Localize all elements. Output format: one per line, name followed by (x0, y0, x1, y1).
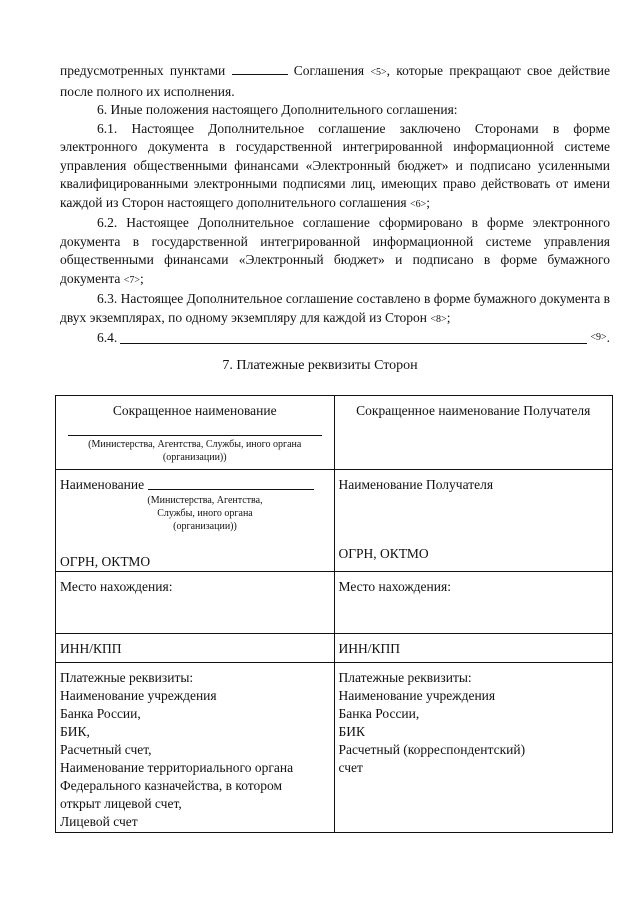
location-label: Место нахождения: (334, 572, 613, 634)
inn-label: ИНН/КПП (56, 634, 335, 663)
left-header-cell (56, 396, 335, 470)
paragraph-clauses-end (60, 62, 610, 101)
footnote-ref: <9> (590, 332, 607, 343)
payment-line: Расчетный счет, (60, 742, 152, 757)
right-header-cell (334, 396, 613, 470)
footnote-ref: <7> (123, 274, 141, 286)
agreement-text (60, 62, 610, 348)
paragraph-6-4 (97, 329, 610, 348)
blank-line (148, 488, 313, 490)
table-row (56, 634, 613, 663)
right-name-cell (334, 470, 613, 572)
blank-line (232, 73, 288, 75)
name-line (60, 476, 330, 494)
payment-line: Платежные реквизиты: (338, 670, 472, 685)
paragraph-6: 6. Иные положения настоящего Дополнительного соглашения: (97, 102, 458, 117)
period: . (606, 330, 610, 345)
paragraph-6-3: 6.3. Настоящее Дополнительное соглашение составлено в форме бумажного документа в двух экземплярах, по одному экземпляру для каждой из Сторон <8>; (60, 291, 610, 325)
payment-line: Банка России, (60, 706, 141, 721)
table-row (56, 663, 613, 833)
payment-line: Федерального казначейства, в котором (60, 778, 283, 793)
blank-line (68, 434, 322, 436)
section-title: 7. Платежные реквизиты Сторон (222, 358, 418, 373)
name-note: (Министерства, Агентства, Службы, иного органа (организации)) (147, 495, 263, 532)
right-name-label: Наименование Получателя (338, 477, 494, 492)
text-fragment: 6.2. Настоящее Дополнительное соглашение сформировано в форме электронного документа в государственной интегрированной информационной системе управления общественными финансами «Электронный бюджет» и подписано в форме бумажного документа (60, 215, 610, 286)
table-row (56, 470, 613, 572)
text-fragment: Соглашения (293, 63, 365, 78)
payment-line: Платежные реквизиты: (60, 670, 194, 685)
footnote-ref: <5> (370, 67, 387, 78)
name-label: Наименование (60, 477, 145, 492)
left-header-note: (Министерства, Агентства, Службы, иного органа (организации)) (88, 439, 302, 463)
payment-line: Лицевой счет (60, 814, 138, 829)
paragraph-6-1: 6.1. Настоящее Дополнительное соглашение заключено Сторонами в форме электронного документа в государственной интегрированной информационной системе управления общественными финансами «Электронный бюджет» и подписано усиленными квалифицированными электронными подписями лиц, имеющих право действовать от имени каждой из Сторон настоящего дополнительного соглашения <6>; (60, 120, 610, 210)
left-header-text: Сокращенное наименование (112, 403, 277, 418)
payment-line: счет (338, 760, 363, 775)
payment-line: Наименование учреждения (338, 688, 496, 703)
left-payment-cell (56, 663, 335, 833)
text-fragment: предусмотренных пунктами (60, 63, 226, 78)
blank-line (120, 342, 587, 344)
footnote-ref: <8> (430, 313, 447, 325)
ogrn-label: ОГРН, ОКТМО (338, 546, 429, 561)
left-name-cell (56, 470, 335, 572)
location-label: Место нахождения: (56, 572, 335, 634)
payment-line: Банка России, (338, 706, 420, 721)
payment-line: Наименование территориального органа (60, 760, 294, 775)
payment-line: Расчетный (корреспондентский) (338, 742, 526, 757)
paragraph-6-2: 6.2. Настоящее Дополнительное соглашение сформировано в форме электронного документа в государственной интегрированной информационной системе управления общественными финансами «Электронный бюджет» и подписано в форме бумажного документа <7>; (60, 215, 610, 286)
payment-line: Наименование учреждения (60, 688, 217, 703)
text-fragment: 6.1. Настоящее Дополнительное соглашение заключено Сторонами в форме электронного документа в государственной интегрированной информационной системе управления общественными финансами «Электронный бюджет» и подписано усиленными квалифицированными электронными подписями лиц, имеющих право действовать от имени каждой из Сторон настоящего дополнительного соглашения (60, 120, 610, 210)
footnote-ref: <6> (410, 198, 427, 210)
payment-line: БИК, (60, 724, 90, 739)
right-header-text: Сокращенное наименование Получателя (356, 403, 591, 418)
table-row (56, 572, 613, 634)
table-row (56, 396, 613, 470)
inn-label: ИНН/КПП (334, 634, 613, 663)
payment-details-table (55, 395, 613, 833)
text-fragment: , которые прекращают свое действие после полного их исполнения. (60, 63, 610, 99)
payment-line: открыт лицевой счет, (60, 796, 182, 811)
ogrn-label: ОГРН, ОКТМО (60, 554, 151, 569)
text-fragment: 6.3. Настоящее Дополнительное соглашение составлено в форме бумажного документа в двух экземплярах, по одному экземпляру для каждой из Сторон (60, 291, 610, 325)
right-payment-cell (334, 663, 613, 833)
clause-number: 6.4. (97, 330, 118, 345)
payment-line: БИК (338, 724, 366, 739)
